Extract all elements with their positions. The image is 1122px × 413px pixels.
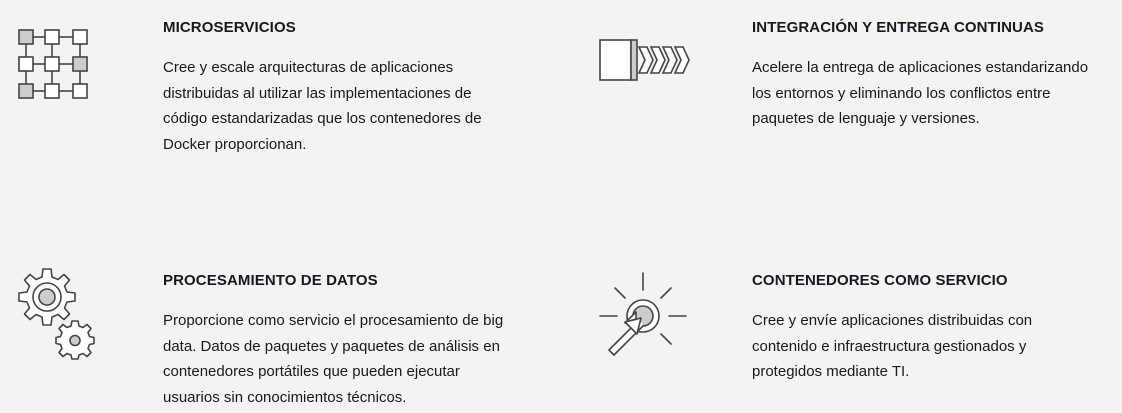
feature-description — [163, 308, 503, 410]
feature-description — [752, 308, 1032, 385]
feature-title: MICROSERVICIOS — [163, 19, 296, 36]
description-line: los entornos y eliminando los conflictos entre — [752, 84, 1051, 102]
description-line: Cree y escale arquitecturas de aplicaciones — [163, 59, 454, 76]
description-line: código estandarizadas que los contenedores de — [163, 110, 482, 127]
description-line: Acelere la entrega de aplicaciones estandarizando — [752, 59, 1089, 76]
feature-title: CONTENEDORES COMO SERVICIO — [752, 272, 1008, 289]
gears-icon — [12, 267, 96, 368]
description-line: usuarios sin conocimientos técnicos. — [163, 388, 407, 406]
feature-description — [163, 55, 482, 157]
description-line: contenedores portátiles que pueden ejecutar — [163, 363, 460, 380]
description-line: Cree y envíe aplicaciones distribuidas con — [752, 312, 1033, 329]
description-line: protegidos mediante TI. — [752, 363, 910, 380]
feature-description — [752, 55, 1088, 132]
description-line: contenido e infraestructura gestionados y — [752, 337, 1027, 355]
description-line: paquetes de lenguaje y versiones. — [752, 110, 980, 127]
description-line: Proporcione como servicio el procesamiento de big — [163, 312, 504, 329]
description-line: data. Datos de paquetes y paquetes de análisis en — [163, 337, 500, 355]
description-line: Docker proporcionan. — [163, 135, 307, 153]
feature-title: INTEGRACIÓN Y ENTREGA CONTINUAS — [752, 19, 1045, 36]
feature-title: PROCESAMIENTO DE DATOS — [163, 272, 378, 289]
continuous-delivery-arrows-icon — [597, 37, 691, 88]
click-burst-icon — [597, 270, 689, 365]
microservices-grid-icon — [15, 27, 91, 108]
description-line: distribuidas al utilizar las implementaciones de — [163, 84, 472, 102]
